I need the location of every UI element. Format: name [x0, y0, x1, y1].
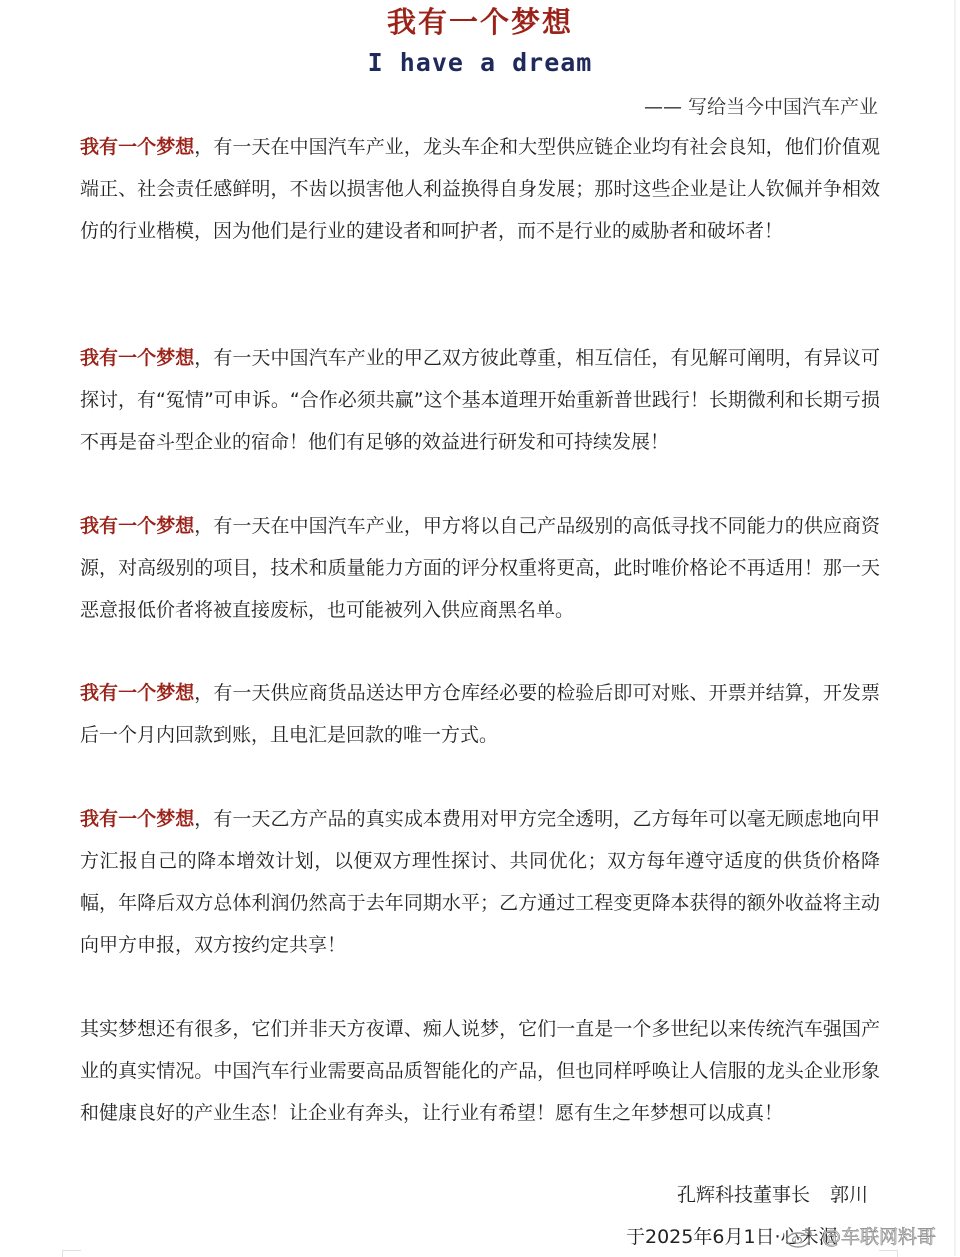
signer-name: 郭川 — [829, 1184, 868, 1206]
paragraph-5 — [80, 798, 880, 966]
paragraph-text: ，有一天乙方产品的真实成本费用对甲方完全透明，乙方每年可以毫无顾虑地向甲方汇报自己的降本增效计划，以便双方理性探讨、共同优化；双方每年遵守适度的供货价格降幅，年降后双方总体利润仍然高于去年同期水平；乙方通过工程变更降本获得的额外收益将主动向甲方申报，双方按约定共享！ — [80, 808, 880, 956]
paragraph-lead: 我有一个梦想 — [80, 136, 195, 158]
signature-line — [677, 1180, 868, 1210]
dedication-line: —— 写给当今中国汽车产业 — [643, 96, 878, 118]
paragraph-text: 其实梦想还有很多，它们并非天方夜谭、痴人说梦，它们一直是一个多世纪以来传统汽车强国产业的真实情况。中国汽车行业需要高品质智能化的产品，但也同样呼唤让人信服的龙头企业形象和健康良好的产业生态！让企业有奔头，让行业有希望！愿有生之年梦想可以成真！ — [80, 1018, 880, 1124]
watermark-text: @车联网料哥 — [822, 1226, 937, 1248]
paragraph-4 — [80, 672, 880, 756]
page-subtitle: I have a dream — [367, 48, 593, 77]
paragraph-lead: 我有一个梦想 — [80, 808, 195, 830]
paragraph-text: ，有一天在中国汽车产业，龙头车企和大型供应链企业均有社会良知，他们价值观端正、社会责任感鲜明，不齿以损害他人利益换得自身发展；那时这些企业是让人钦佩并争相效仿的行业楷模，因为他们是行业的建设者和呵护者，而不是行业的威胁者和破坏者！ — [80, 136, 880, 242]
page-title: 我有一个梦想 — [386, 5, 573, 39]
paragraph-text: ，有一天中国汽车产业的甲乙双方彼此尊重，相互信任，有见解可阐明，有异议可探讨，有“冤情”可申诉。“合作必须共赢”这个基本道理开始重新普世践行！长期微利和长期亏损不再是奋斗型企业的宿命！他们有足够的效益进行研发和可持续发展！ — [80, 347, 880, 453]
signer-title: 孔辉科技董事长 — [676, 1184, 810, 1206]
paragraph-3 — [80, 505, 880, 631]
paragraph-lead: 我有一个梦想 — [80, 347, 195, 369]
paragraph-text: ，有一天供应商货品送达甲方仓库经必要的检验后即可对账、开票并结算，开发票后一个月内回款到账，且电汇是回款的唯一方式。 — [80, 682, 880, 746]
signature-date: 于2025年6月1日·心未泯 — [626, 1226, 838, 1248]
paragraph-lead: 我有一个梦想 — [80, 682, 195, 704]
scroll-edge — [954, 0, 956, 1256]
watermark — [786, 1221, 936, 1253]
weibo-icon — [786, 1226, 814, 1248]
paragraph-lead: 我有一个梦想 — [80, 515, 195, 537]
paragraph-1 — [80, 126, 880, 252]
paragraph-closing — [80, 1008, 880, 1134]
paragraph-text: ，有一天在中国汽车产业，甲方将以自己产品级别的高低寻找不同能力的供应商资源，对高级别的项目，技术和质量能力方面的评分权重将更高，此时唯价格论不再适用！那一天恶意报低价者将被直接废标，也可能被列入供应商黑名单。 — [80, 515, 880, 621]
paragraph-2 — [80, 337, 880, 463]
